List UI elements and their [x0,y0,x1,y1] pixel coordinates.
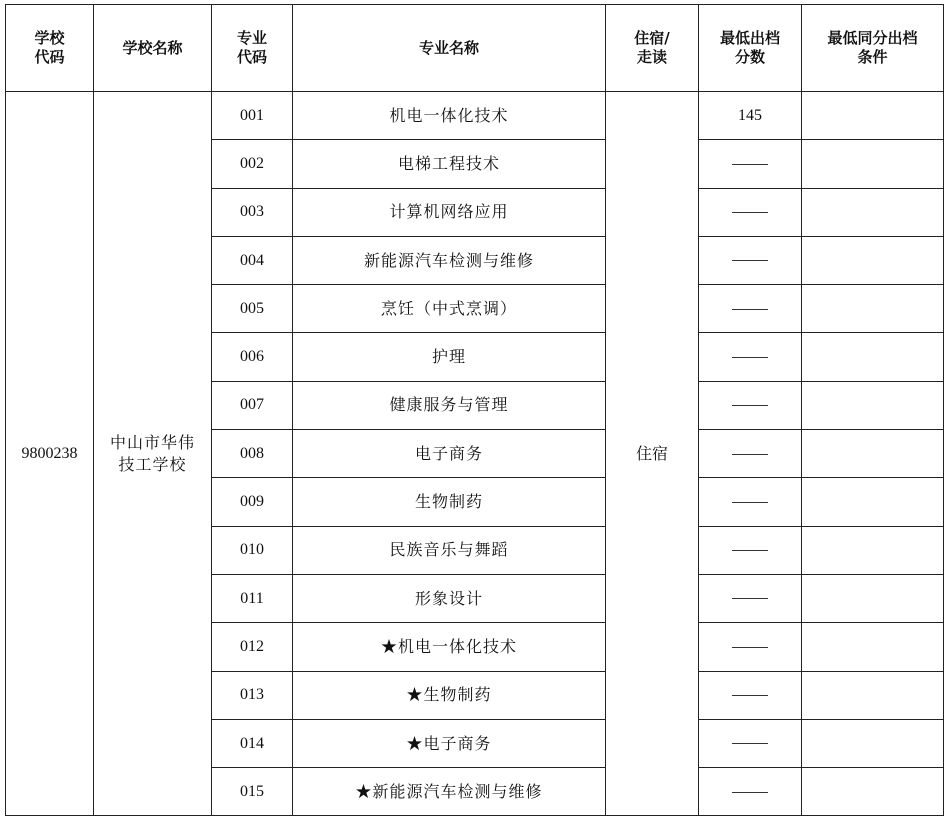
boarding-cell: 住宿 [606,92,699,816]
tie-condition-cell [802,526,944,574]
min-score-cell [699,236,802,284]
header-boarding: 住宿/ 走读 [606,5,699,92]
min-score-cell [699,671,802,719]
header-min-score: 最低出档 分数 [699,5,802,92]
min-score-cell [699,430,802,478]
major-name-cell: ★生物制药 [293,671,606,719]
tie-condition-cell [802,430,944,478]
min-score-cell [699,623,802,671]
min-score-cell [699,285,802,333]
major-name-cell: 电子商务 [293,430,606,478]
major-name-cell: 烹饪（中式烹调） [293,285,606,333]
header-school-code: 学校 代码 [6,5,94,92]
header-major-name: 专业名称 [293,5,606,92]
major-name-cell: ★新能源汽车检测与维修 [293,768,606,816]
school-name-cell: 中山市华伟 技工学校 [94,92,212,816]
empty-score-dash [732,695,768,696]
tie-condition-cell [802,671,944,719]
major-code-cell: 003 [212,188,293,236]
major-name-cell: 电梯工程技术 [293,140,606,188]
major-code-cell: 005 [212,285,293,333]
major-code-cell: 011 [212,574,293,622]
major-name-cell: 形象设计 [293,574,606,622]
tie-condition-cell [802,236,944,284]
header-major-code: 专业 代码 [212,5,293,92]
major-name-cell: 健康服务与管理 [293,381,606,429]
tie-condition-cell [802,623,944,671]
min-score-cell [699,333,802,381]
major-name-cell: ★机电一体化技术 [293,623,606,671]
major-code-cell: 008 [212,430,293,478]
min-score-cell [699,574,802,622]
major-name-cell: 生物制药 [293,478,606,526]
header-tie-condition: 最低同分出档 条件 [802,5,944,92]
tie-condition-cell [802,285,944,333]
min-score-cell [699,188,802,236]
table-body [6,92,944,816]
major-code-cell: 009 [212,478,293,526]
tie-condition-cell [802,478,944,526]
major-code-cell: 013 [212,671,293,719]
empty-score-dash [732,309,768,310]
tie-condition-cell [802,333,944,381]
empty-score-dash [732,164,768,165]
empty-score-dash [732,550,768,551]
major-code-cell: 004 [212,236,293,284]
major-name-cell: 民族音乐与舞蹈 [293,526,606,574]
major-name-cell: ★电子商务 [293,719,606,767]
empty-score-dash [732,405,768,406]
empty-score-dash [732,792,768,793]
tie-condition-cell [802,188,944,236]
school-code-cell: 9800238 [6,92,94,816]
major-code-cell: 007 [212,381,293,429]
empty-score-dash [732,743,768,744]
header-row [6,5,944,92]
min-score-cell [699,719,802,767]
major-code-cell: 015 [212,768,293,816]
major-code-cell: 012 [212,623,293,671]
major-code-cell: 006 [212,333,293,381]
empty-score-dash [732,647,768,648]
empty-score-dash [732,598,768,599]
major-name-cell: 机电一体化技术 [293,92,606,140]
min-score-cell: 145 [699,92,802,140]
tie-condition-cell [802,92,944,140]
tie-condition-cell [802,719,944,767]
table-row [6,92,944,140]
empty-score-dash [732,260,768,261]
empty-score-dash [732,502,768,503]
empty-score-dash [732,212,768,213]
major-name-cell: 新能源汽车检测与维修 [293,236,606,284]
tie-condition-cell [802,140,944,188]
min-score-cell [699,478,802,526]
min-score-cell [699,768,802,816]
major-code-cell: 001 [212,92,293,140]
major-name-cell: 护理 [293,333,606,381]
admission-score-table [5,4,944,816]
tie-condition-cell [802,574,944,622]
major-code-cell: 002 [212,140,293,188]
major-code-cell: 014 [212,719,293,767]
major-name-cell: 计算机网络应用 [293,188,606,236]
tie-condition-cell [802,768,944,816]
empty-score-dash [732,454,768,455]
major-code-cell: 010 [212,526,293,574]
min-score-cell [699,140,802,188]
min-score-cell [699,381,802,429]
empty-score-dash [732,357,768,358]
tie-condition-cell [802,381,944,429]
header-school-name: 学校名称 [94,5,212,92]
min-score-cell [699,526,802,574]
